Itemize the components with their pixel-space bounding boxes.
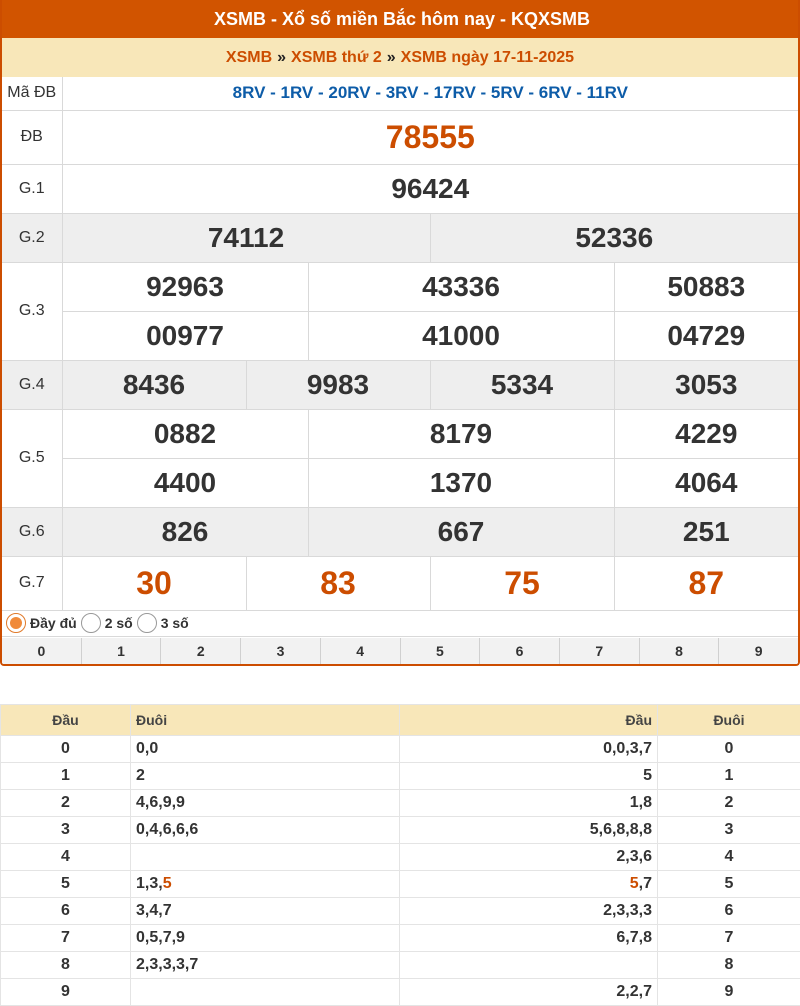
prize-g4-number: 8436: [122, 368, 186, 400]
prize-label-db: ĐB: [2, 110, 62, 164]
loto-dau-values: 0,0,3,7: [400, 736, 658, 763]
loto-duoi: 2: [131, 763, 400, 790]
prize-label-g4: G.4: [2, 360, 62, 409]
loto-header-dau: Đầu: [1, 705, 131, 736]
loto-dau: 9: [1, 979, 131, 1006]
prize-g6-number: 826: [161, 515, 209, 547]
prize-g2-number: 74112: [207, 221, 285, 253]
prize-db-number: 78555: [385, 118, 475, 155]
prize-label-g6: G.6: [2, 507, 62, 556]
loto-duoi: 3,4,7: [131, 898, 400, 925]
loto-duoi-digit: 4: [658, 844, 800, 871]
loto-duoi-digit: 8: [658, 952, 800, 979]
loto-dau: 8: [1, 952, 131, 979]
loto-row: [1, 871, 800, 898]
loto-dau-values: 2,3,6: [400, 844, 658, 871]
prize-g3-number: 92963: [146, 270, 224, 302]
loto-duoi: 2,3,3,3,7: [131, 952, 400, 979]
loto-duoi-digit: 3: [658, 817, 800, 844]
option-3-digits[interactable]: [137, 613, 189, 633]
loto-dau: 0: [1, 736, 131, 763]
loto-duoi: 0,5,7,9: [131, 925, 400, 952]
option-2-digits[interactable]: [81, 613, 133, 633]
breadcrumb-link-date[interactable]: XSMB ngày 17-11-2025: [400, 48, 575, 66]
digit-filter-7[interactable]: 7: [560, 638, 640, 664]
results-table: [2, 77, 798, 611]
loto-duoi-digit: 6: [658, 898, 800, 925]
digit-filter-3[interactable]: 3: [241, 638, 321, 664]
loto-dau-values: ,7: [638, 875, 652, 892]
loto-row: [1, 763, 800, 790]
prize-g3-number: 00977: [146, 319, 224, 351]
prize-label-g5: G.5: [2, 409, 62, 507]
loto-duoi-digit: 9: [658, 979, 800, 1006]
prize-g5-number: 0882: [153, 417, 217, 449]
prize-label-g2: G.2: [2, 213, 62, 262]
loto-dau-values: 2,2,7: [400, 979, 658, 1006]
loto-dau: 5: [1, 871, 131, 898]
loto-header-dau: Đầu: [400, 705, 658, 736]
digit-filter-5[interactable]: 5: [401, 638, 481, 664]
loto-row: [1, 925, 800, 952]
loto-dau: 7: [1, 925, 131, 952]
prize-g3-number: 43336: [422, 270, 500, 302]
digit-filter-8[interactable]: 8: [640, 638, 720, 664]
loto-duoi: 1,3,: [136, 875, 163, 892]
loto-row: [1, 952, 800, 979]
loto-dau: 3: [1, 817, 131, 844]
breadcrumb-link-xsmb[interactable]: XSMB: [225, 48, 273, 66]
loto-duoi-digit: 0: [658, 736, 800, 763]
prize-g7-number: 30: [136, 564, 172, 601]
prize-g7-number: 83: [320, 564, 356, 601]
prize-g5-number: 4400: [153, 466, 217, 498]
loto-duoi-digit: 1: [658, 763, 800, 790]
radio-icon[interactable]: [81, 613, 101, 633]
loto-dau-values: 5: [400, 763, 658, 790]
loto-dau: 6: [1, 898, 131, 925]
page-title: XSMB - Xổ số miền Bắc hôm nay - KQXSMB: [2, 0, 800, 38]
prize-g6-number: 251: [682, 515, 730, 547]
prize-g5-number: 8179: [429, 417, 493, 449]
prize-g7-number: 87: [688, 564, 725, 601]
loto-duoi: 4,6,9,9: [131, 790, 400, 817]
digit-filter: [2, 638, 798, 664]
prize-g2-number: 52336: [575, 221, 654, 253]
prize-label-g3: G.3: [2, 262, 62, 360]
loto-dau-values-cell: [400, 871, 658, 898]
prize-g3-number: 04729: [667, 319, 746, 351]
digit-filter-0[interactable]: 0: [2, 638, 82, 664]
prize-label-g7: G.7: [2, 556, 62, 610]
loto-row: [1, 790, 800, 817]
loto-row: [1, 844, 800, 871]
prize-g1-number: 96424: [391, 172, 470, 204]
loto-dau: 1: [1, 763, 131, 790]
option-full-label: Đầy đủ: [30, 614, 77, 631]
loto-duoi-digit: 7: [658, 925, 800, 952]
prize-g5-number: 4229: [675, 417, 738, 449]
prize-g4-number: 3053: [675, 368, 738, 400]
prize-g4-number: 9983: [306, 368, 370, 400]
loto-header-duoi: Đuôi: [658, 705, 800, 736]
loto-duoi: [131, 844, 400, 871]
digit-filter-6[interactable]: 6: [480, 638, 560, 664]
digit-filter-2[interactable]: 2: [161, 638, 241, 664]
loto-row: [1, 898, 800, 925]
breadcrumb-separator: »: [277, 48, 287, 66]
loto-dau: 2: [1, 790, 131, 817]
prize-g4-number: 5334: [490, 368, 554, 400]
loto-dau: 4: [1, 844, 131, 871]
option-3-digits-label: 3 số: [160, 614, 189, 631]
prize-g3-number: 50883: [667, 270, 746, 302]
prize-g3-number: 41000: [422, 319, 500, 351]
loto-duoi: 0,4,6,6,6: [131, 817, 400, 844]
prize-g7-number: 75: [504, 564, 540, 601]
loto-dau-values: 1,8: [400, 790, 658, 817]
loto-table: [0, 704, 800, 1006]
loto-duoi: 0,0: [131, 736, 400, 763]
breadcrumb-separator: »: [386, 48, 396, 66]
loto-dau-values: 2,3,3,3: [400, 898, 658, 925]
prize-label-g1: G.1: [2, 164, 62, 213]
digit-filter-9[interactable]: 9: [754, 643, 763, 659]
loto-highlight: 5: [629, 875, 639, 892]
loto-row: [1, 736, 800, 763]
breadcrumb: [2, 38, 798, 77]
loto-duoi-digit: 2: [658, 790, 800, 817]
loto-duoi-cell: [131, 871, 400, 898]
digit-filter-1[interactable]: 1: [82, 638, 162, 664]
breadcrumb-link-xsmb-thu-2[interactable]: XSMB thứ 2: [291, 48, 382, 66]
display-options: [2, 609, 798, 637]
digit-filter-4[interactable]: 4: [321, 638, 401, 664]
loto-dau-values: 6,7,8: [400, 925, 658, 952]
radio-selected-icon[interactable]: [6, 613, 26, 633]
radio-icon[interactable]: [137, 613, 157, 633]
loto-dau-values: 5,6,8,8,8: [400, 817, 658, 844]
loto-header-duoi: Đuôi: [131, 705, 400, 736]
loto-row: [1, 817, 800, 844]
ma-db-value: 8RV - 1RV - 20RV - 3RV - 17RV - 5RV - 6RV - 11RV: [62, 77, 798, 110]
loto-dau-values: [400, 952, 658, 979]
ma-db-label: Mã ĐB: [2, 77, 62, 110]
loto-highlight: 5: [162, 875, 172, 892]
loto-duoi-digit: 5: [658, 871, 800, 898]
loto-row: [1, 979, 800, 1006]
prize-g6-number: 667: [437, 515, 485, 547]
prize-g5-number: 4064: [675, 466, 738, 498]
prize-g5-number: 1370: [429, 466, 493, 498]
option-full[interactable]: [6, 613, 77, 633]
loto-duoi: [131, 979, 400, 1006]
option-2-digits-label: 2 số: [104, 614, 133, 631]
